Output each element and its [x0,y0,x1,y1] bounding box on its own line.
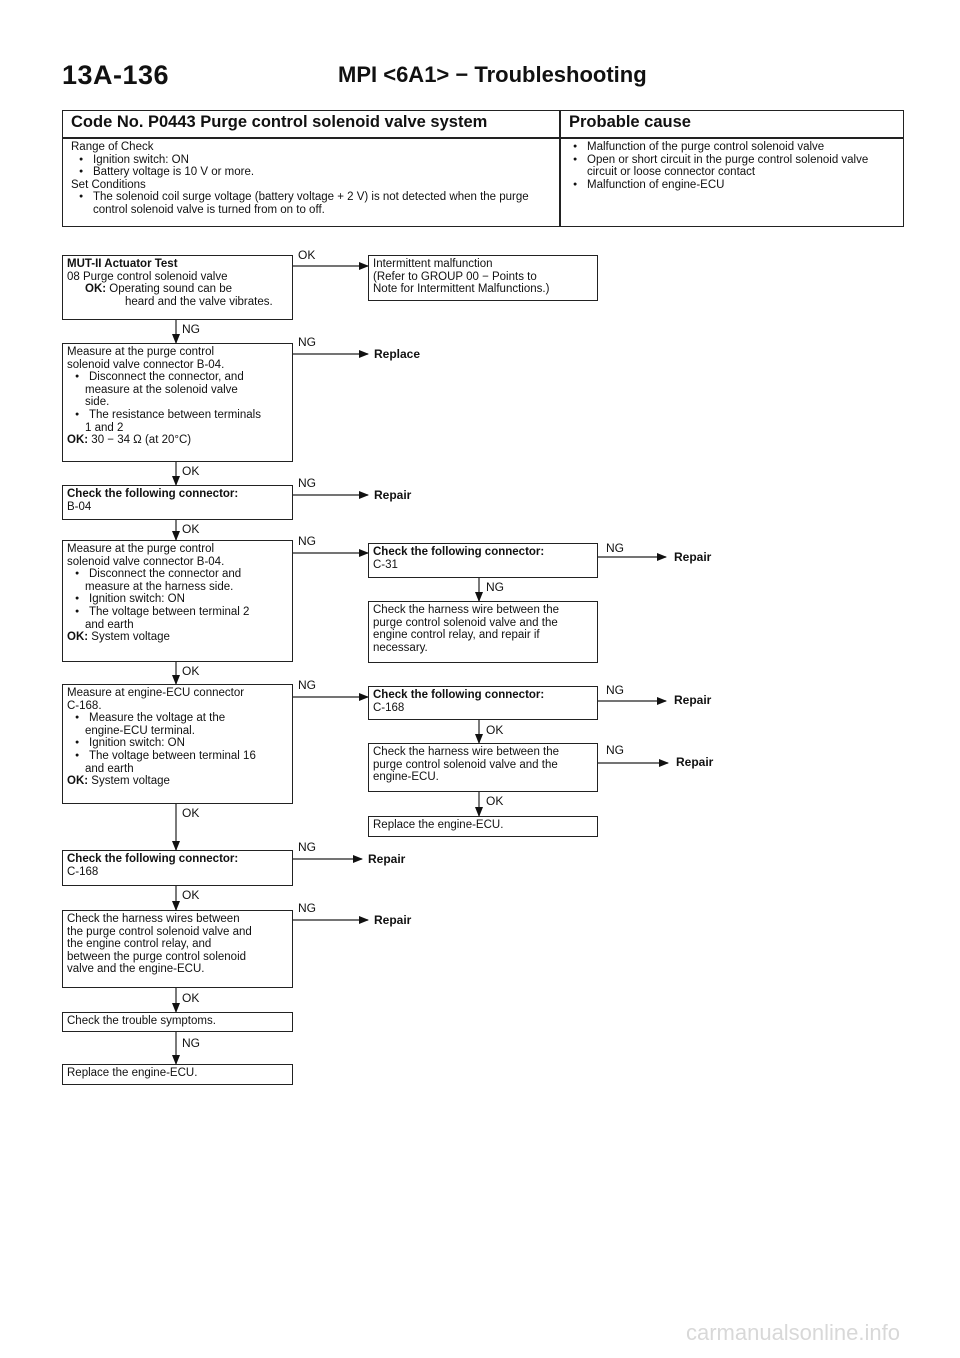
step-title: Check the following connector: [67,853,239,865]
ng-label: NG [298,840,316,854]
step-check-connector-c31 [368,543,598,578]
list-item: ● Disconnect the connector and [67,568,288,581]
page-number: 13A-136 [62,60,170,90]
step-check-harness-wires [62,910,293,988]
step-text: measure at the harness side. [85,580,234,593]
step-replace-ecu [368,816,598,837]
step-text: Check the harness wire between the [373,746,560,758]
connector-id: C-168 [67,865,99,878]
step-text: engine-ECU terminal. [85,724,195,737]
ok-label: OK [298,248,316,262]
step-text: heard and the valve vibrates. [125,295,273,308]
step-title: MUT-II Actuator Test [67,258,178,270]
result-replace: Replace [374,347,421,361]
ok-label: OK [182,464,200,478]
ok-label: OK [182,991,200,1005]
step-check-harness-relay [368,601,598,663]
connector-id: C-31 [373,558,398,571]
step-check-connector-c168 [62,850,293,886]
ng-label: NG [298,901,316,915]
step-text: 08 Purge control solenoid valve [67,270,228,283]
list-item: ● Ignition switch: ON [71,154,557,167]
step-intermittent-malfunction [368,255,598,301]
ng-label: NG [298,335,316,349]
set-conditions-label: Set Conditions [71,178,146,191]
list-item: ● The solenoid coil surge voltage (battery voltage + 2 V) is not detected when the purge control solenoid valve is turned from on to off. [71,191,557,216]
ok-label: OK [486,794,504,808]
result-repair: Repair [374,913,412,927]
list-item: ● Malfunction of engine-ECU [565,179,899,192]
step-text: and earth [85,618,134,631]
step-text: Measure at engine-ECU connector [67,687,245,699]
result-repair: Repair [374,488,412,502]
ok-criterion-label: OK: [67,775,89,788]
step-text: the engine control relay, and [67,938,212,951]
step-replace-ecu-final [62,1064,293,1085]
list-item: ● Battery voltage is 10 V or more. [71,166,557,179]
step-text: 1 and 2 [85,421,124,434]
step-text: the purge control solenoid valve and [67,925,252,938]
ng-label: NG [486,580,504,594]
step-text: necessary. [373,641,428,654]
range-of-check-label: Range of Check [71,141,154,153]
probable-cause-title: Probable cause [569,113,691,131]
step-text: Intermittent malfunction [373,258,493,270]
step-text: 30 − 34 Ω (at 20°C) [91,434,192,447]
step-title: Check the following connector: [373,689,545,701]
list-item: ● Ignition switch: ON [67,593,288,606]
code-title: Code No. P0443 Purge control solenoid valve system [71,113,488,131]
step-text: Replace the engine-ECU. [67,1067,198,1079]
ng-label: NG [606,683,624,697]
step-text: engine control relay, and repair if [373,629,540,642]
step-check-trouble-symptoms [62,1012,293,1032]
ok-label: OK [182,522,200,536]
ok-criterion-label: OK: [85,283,107,296]
step-text: solenoid valve connector B-04. [67,358,225,371]
list-item: ● Malfunction of the purge control solenoid valve [565,141,899,154]
watermark: carmanualsonline.info [685,1320,900,1345]
ok-criterion-label: OK: [67,434,89,447]
list-item: ● Open or short circuit in the purge control solenoid valve circuit or loose connector contact [565,154,899,179]
list-item: ● The voltage between terminal 16 [67,750,288,763]
step-text: Operating sound can be [109,283,233,296]
step-text: solenoid valve connector B-04. [67,555,225,568]
step-text: Check the harness wire between the [373,604,560,616]
step-text: Check the harness wires between [67,913,240,925]
step-text: purge control solenoid valve and the [373,616,558,629]
ng-label: NG [606,541,624,555]
step-title: Check the following connector: [67,488,239,500]
result-repair: Repair [368,852,406,866]
step-check-harness-ecu [368,743,598,792]
ok-label: OK [182,664,200,678]
result-repair: Repair [676,755,714,769]
step-text: C-168. [67,699,102,712]
connector-id: B-04 [67,500,92,513]
step-text: System voltage [91,775,170,788]
step-text: side. [85,396,110,409]
step-measure-ecu-voltage [62,684,293,804]
ng-label: NG [298,678,316,692]
step-text: engine-ECU. [373,771,439,784]
step-actuator-test [62,255,293,320]
connector-id: C-168 [373,701,405,714]
ok-label: OK [486,723,504,737]
list-item: ● Ignition switch: ON [67,737,288,750]
step-text: Replace the engine-ECU. [373,819,504,831]
step-text: System voltage [91,631,170,644]
step-text: (Refer to GROUP 00 − Points to [373,270,537,283]
ok-criterion-label: OK: [67,631,89,644]
step-measure-voltage-b04 [62,540,293,662]
ng-label: NG [298,476,316,490]
step-check-connector-b04 [62,485,293,520]
step-text: Note for Intermittent Malfunctions.) [373,283,550,296]
list-item: ● Disconnect the connector, and [67,371,288,384]
ng-label: NG [298,534,316,548]
list-item: ● The resistance between terminals [67,409,288,422]
ok-label: OK [182,888,200,902]
step-text: measure at the solenoid valve [85,383,238,396]
step-title: Check the following connector: [373,546,545,558]
step-text: Measure at the purge control [67,346,215,358]
step-text: Measure at the purge control [67,543,215,555]
step-text: Check the trouble symptoms. [67,1015,216,1027]
step-text: valve and the engine-ECU. [67,963,205,976]
step-text: between the purge control solenoid [67,950,247,963]
step-text: and earth [85,762,134,775]
step-check-connector-c168 [368,686,598,720]
page-title: MPI <6A1> − Troubleshooting [338,62,647,87]
result-repair: Repair [674,550,712,564]
ng-label: NG [182,322,200,336]
ok-label: OK [182,806,200,820]
list-item: ● Measure the voltage at the [67,712,288,725]
list-item: ● The voltage between terminal 2 [67,606,288,619]
step-measure-resistance [62,343,293,462]
step-text: purge control solenoid valve and the [373,758,558,771]
ng-label: NG [182,1036,200,1050]
ng-label: NG [606,743,624,757]
result-repair: Repair [674,693,712,707]
